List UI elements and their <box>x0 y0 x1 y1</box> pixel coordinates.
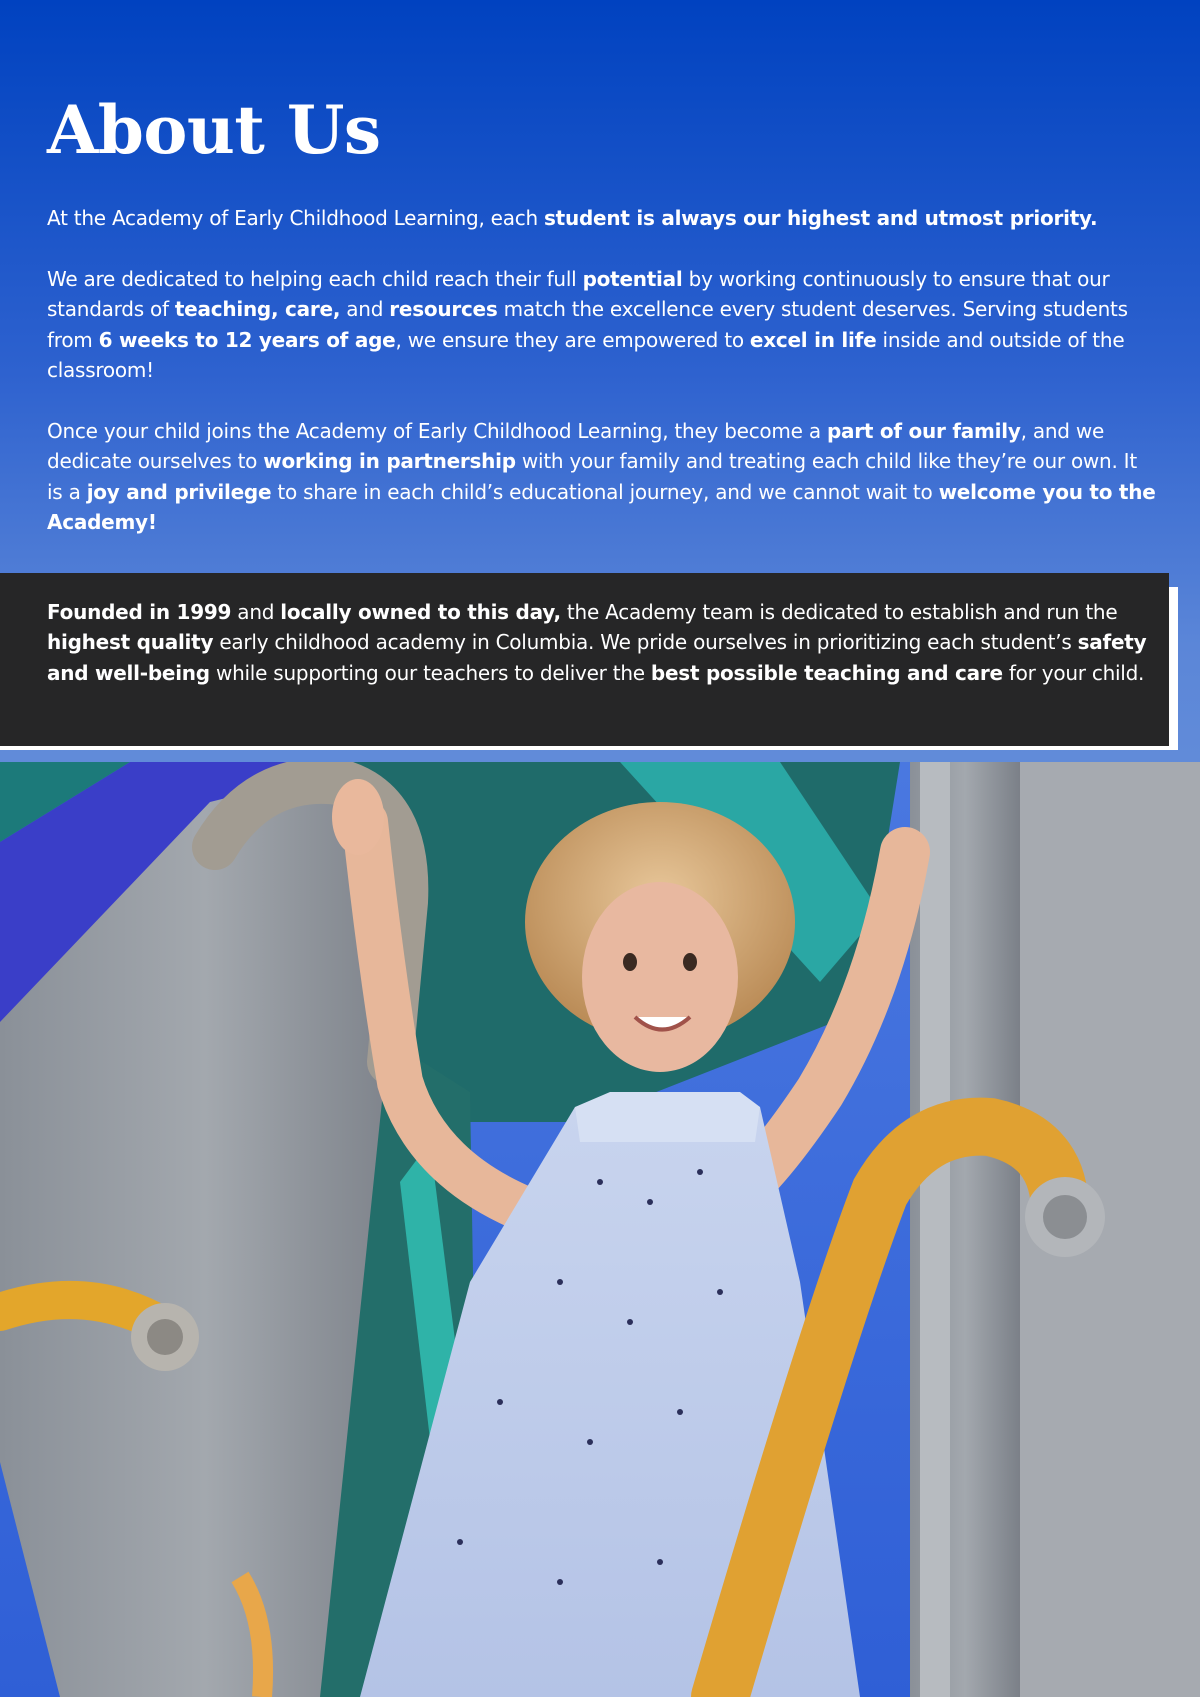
emphasis-text: joy and privilege <box>86 479 272 504</box>
emphasis-text: student is always our highest and utmost priority. <box>544 206 1098 230</box>
page-title: About Us <box>47 91 381 169</box>
body-text: , we ensure they are empowered to <box>395 327 750 352</box>
playground-photo <box>0 762 1200 1697</box>
body-text: early childhood academy in Columbia. We pride ourselves in prioritizing each student’s <box>213 630 1078 655</box>
body-text: , and we dedicate ourselves to <box>47 419 1105 474</box>
intro-paragraph-3 <box>47 416 1157 537</box>
body-text: with your family and treating each child like they’re our own. It is a <box>47 449 1137 504</box>
body-text: by working continuously to ensure that our standards of <box>47 267 1110 322</box>
body-text: to share in each child’s educational journey, and we cannot wait to <box>271 479 939 504</box>
emphasis-text: safety and well-being <box>47 630 1147 685</box>
body-text: We are dedicated to helping each child reach their full <box>47 267 583 291</box>
emphasis-text: best possible teaching and care <box>650 660 1003 685</box>
intro-paragraph-1 <box>47 203 1157 233</box>
emphasis-text: highest quality <box>47 630 214 655</box>
emphasis-text: Founded in 1999 <box>47 600 232 624</box>
about-hero <box>0 0 1200 573</box>
intro-paragraph-2 <box>47 264 1157 385</box>
emphasis-text: resources <box>389 297 498 322</box>
body-text: match the excellence every student deserves. Serving students from <box>47 297 1128 352</box>
emphasis-text: 6 weeks to 12 years of age <box>98 327 396 352</box>
founding-paragraph <box>47 597 1157 688</box>
body-text: At the Academy of Early Childhood Learning, each <box>47 206 544 230</box>
body-text: and <box>340 297 390 322</box>
body-text: and <box>231 600 281 624</box>
emphasis-text: part of our family <box>826 419 1021 443</box>
emphasis-text: locally owned to this day, <box>280 600 561 624</box>
body-text: the Academy team is dedicated to establish and run the <box>560 600 1118 624</box>
emphasis-text: excel in life <box>749 327 877 352</box>
emphasis-text: working in partnership <box>263 449 516 474</box>
emphasis-text: potential <box>582 267 683 291</box>
emphasis-text: welcome you to the Academy! <box>47 479 1156 534</box>
body-text: for your child. <box>1002 660 1145 685</box>
body-text: Once your child joins the Academy of Early Childhood Learning, they become a <box>47 419 827 443</box>
emphasis-text: teaching, care, <box>174 297 341 322</box>
body-text: while supporting our teachers to deliver the <box>209 660 651 685</box>
body-text: inside and outside of the classroom! <box>47 327 1125 382</box>
